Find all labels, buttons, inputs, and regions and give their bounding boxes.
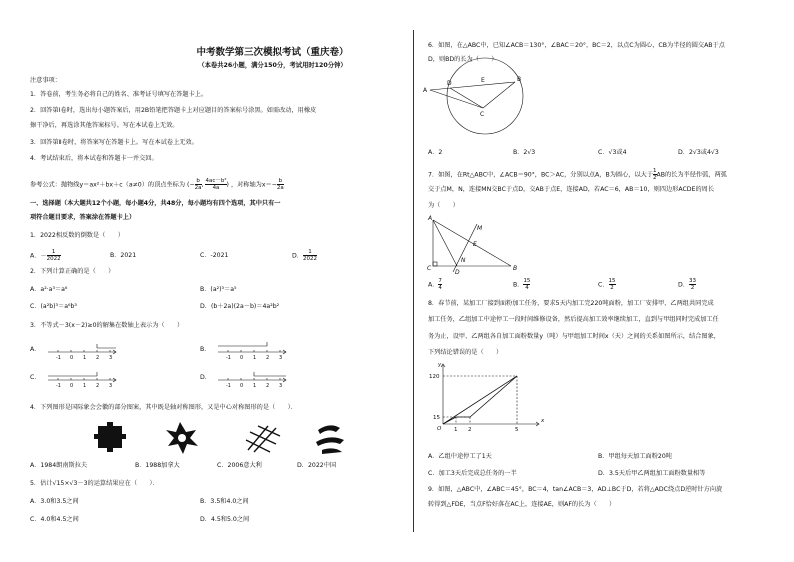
- svg-text:-1: -1: [56, 355, 61, 361]
- svg-text:0: 0: [70, 383, 74, 389]
- formula-frac-vx: $\frac{b}{2a}$: [194, 178, 202, 191]
- notes-item-3: 3．回答第Ⅱ卷时，将答案写在答题卡上。写在本试卷上无效。: [30, 139, 198, 146]
- svg-text:-1: -1: [56, 383, 61, 389]
- q2-option-a: A．a²·a³＝a⁶: [30, 286, 68, 293]
- svg-text:y: y: [438, 362, 442, 368]
- section-heading-line2: 项符合题目要求，答案涂在答题卡上）: [30, 214, 136, 221]
- notes-item-1: 1．答卷前，考生务必将自己的姓名、准考证号填写在答题卡上。: [30, 91, 208, 98]
- q6-line1: 6．如图，在△ABC中，已知∠ACB＝130°，∠BAC＝20°，BC＝2，以点C为圆心，CB为半径的圆交AB于点: [428, 42, 725, 49]
- q8-line2: 加工任务，乙组加工中途停工一段时间维修设备，然后提高加工效率继续加工，直到与甲组同时完成加工任: [428, 316, 719, 323]
- q8-option-c: C．加工3天后完成总任务的一半: [428, 470, 517, 477]
- svg-text:3: 3: [279, 383, 283, 389]
- emblem-1988-icon: [166, 422, 198, 454]
- q3-number-lines: [0, 0, 413, 400]
- q7-option-c: C． $\frac{15}{2}$: [598, 278, 616, 291]
- q4-option-b: B．1988加拿大: [135, 462, 180, 469]
- formula-axis-text: ，对称轴为x＝: [230, 181, 272, 189]
- notes-item-2: 2．回答第Ⅰ卷时，选出每小题答案后，用2B铅笔把答题卡上对应题目的答案标号涂黑。如需改动，用橡皮: [30, 107, 317, 114]
- notes-item-4: 4．考试结束后，将本试卷和答题卡一并交回。: [30, 155, 158, 162]
- svg-text:D: D: [455, 269, 460, 275]
- q5-option-c: C．4.0和4.5之间: [30, 516, 79, 523]
- svg-text:1: 1: [83, 355, 87, 361]
- q4-emblems: [0, 420, 413, 460]
- notes-item-2-cont: 擦干净后，再选涂其他答案标号。写在本试卷上无效。: [30, 122, 179, 129]
- emblem-2022-icon: [316, 425, 344, 454]
- q6-figure: [413, 50, 794, 145]
- q4-option-c: C．2006意大利: [217, 462, 262, 469]
- svg-text:3: 3: [109, 383, 113, 389]
- svg-text:-1: -1: [226, 383, 231, 389]
- emblem-2006-icon: [246, 426, 280, 452]
- q1-option-d: D． $\frac{1}{2022}$: [292, 249, 317, 262]
- q4-option-a: A．1984朗南斯拉夫: [30, 462, 88, 469]
- q3-option-a: A．: [30, 346, 41, 353]
- q5-option-a: A．3.0和3.5之间: [30, 498, 79, 505]
- svg-text:x: x: [541, 418, 545, 424]
- q7-line1: 7．如图，在Rt△ABC中，∠ACB＝90°，BC＞AC，分别以点A，B为圆心，以大于 $\frac{1}{2}$ AB的长为半径作弧，两弧: [428, 168, 727, 181]
- svg-text:E: E: [481, 77, 485, 84]
- svg-text:-1: -1: [226, 355, 231, 361]
- formula-frac-vy: $\frac{\text{4ac－b²}}{4a}$: [205, 178, 227, 191]
- q2-option-b: B．(a²)³＝a⁵: [200, 286, 237, 293]
- formula-text: 参考公式：抛物线y＝ax²＋bx＋c（a≠0）的顶点坐标为: [30, 181, 186, 189]
- q3-option-d: D．: [200, 374, 211, 381]
- svg-text:A: A: [428, 215, 433, 222]
- svg-text:B: B: [513, 265, 518, 272]
- q8-option-a: A．乙组中途停工了1天: [428, 453, 492, 460]
- q1-stem: 1．2022相反数的倒数是（ ）: [30, 232, 124, 239]
- q3-option-b: B．: [200, 346, 211, 353]
- q3-option-c: C．: [30, 374, 41, 381]
- svg-text:1: 1: [253, 383, 257, 389]
- q6-option-c: C．√3或4: [598, 149, 627, 156]
- svg-text:C: C: [480, 111, 485, 118]
- svg-text:C: C: [427, 265, 432, 272]
- q8-line4: 下列结论错误的是（ ）: [428, 349, 503, 356]
- svg-text:3: 3: [279, 355, 283, 361]
- svg-text:2: 2: [96, 383, 100, 389]
- q4-stem: 4．下列图形是国际象会会徽的部分图案，其中既是轴对称图形，又是中心对称图形的是（ ）．: [30, 404, 297, 411]
- q3-stem: 3．不等式－3(x－2)≥0的解集在数轴上表示为（ ）: [30, 322, 184, 329]
- svg-text:B: B: [517, 76, 522, 83]
- q2-option-c: C．(a²b)³＝a⁶b³: [30, 303, 77, 310]
- q8-option-d: D．3.5天后甲乙两组加工面粉数量相等: [598, 470, 706, 477]
- q6-option-b: B．2√3: [513, 149, 536, 156]
- formula-frac-axis: $\frac{b}{2a}$: [276, 178, 284, 191]
- q7-option-b: B． $\frac{15}{4}$: [513, 278, 531, 291]
- q9-line2: 转得到△FDE，当点F恰好落在AC上，连接AE，则AF的长为（ ）: [428, 501, 616, 508]
- svg-text:1: 1: [83, 383, 87, 389]
- q7-option-a: A． $\frac{7}{4}$: [428, 278, 442, 291]
- svg-text:0: 0: [240, 383, 244, 389]
- reference-formula: 参考公式：抛物线y＝ax²＋bx＋c（a≠0）的顶点坐标为 (− $\frac{b}{2a}$ , $\frac{\text{4ac－b²}}{4a}$ ) ，对称轴为x＝− $\frac{b}{2a}$: [30, 178, 284, 191]
- notes-heading: 注意事项：: [30, 77, 61, 84]
- q5-option-d: D．4.5和5.0之间: [200, 516, 250, 523]
- q8-line3: 务为止，设甲、乙两组各自加工面粉数量y（吨）与甲组加工时间x（天）之间的关系如图所示，结合图象，: [428, 333, 720, 340]
- svg-text:2: 2: [96, 355, 100, 361]
- q2-option-d: D．(b＋2a)(2a－b)＝4a²b²: [200, 303, 280, 310]
- svg-text:D: D: [447, 80, 452, 87]
- q1-option-c: C．-2021: [200, 252, 229, 259]
- svg-text:3: 3: [109, 355, 113, 361]
- svg-text:2: 2: [468, 427, 472, 433]
- q2-stem: 2．下列计算正确的是（ ）: [30, 268, 115, 275]
- q9-line1: 9．如图，△ABC中，∠ABC＝45°，BC＝4，tan∠ACB＝3，AD⊥BC于D，若将△ADC绕点D逆时针方向旋: [428, 486, 723, 493]
- q7-option-d: D． $\frac{33}{2}$: [678, 278, 696, 291]
- q5-stem: 5．估计√15×√3－3的运算结果应在（ ）．: [30, 480, 159, 487]
- svg-text:A: A: [423, 87, 428, 94]
- svg-text:M: M: [477, 225, 483, 232]
- q6-option-a: A．2: [428, 149, 443, 156]
- q7-line3: 为（ ）: [428, 202, 459, 209]
- q8-line1: 8．春节前，某加工厂接到面粉加工任务，要求5天内加工完220吨面粉，加工厂安排甲、乙两组共同完成: [428, 300, 714, 307]
- svg-text:2: 2: [266, 383, 270, 389]
- q1-option-b: B．2021: [110, 252, 137, 259]
- q8-graph: [413, 360, 794, 435]
- emblem-1984-icon: [94, 422, 126, 452]
- svg-text:120: 120: [429, 374, 440, 380]
- page-subtitle: （本卷共26小题，满分150分，考试用时120分钟）: [198, 62, 347, 69]
- q4-option-d: D．2022中国: [297, 462, 337, 469]
- svg-text:1: 1: [253, 355, 257, 361]
- svg-text:0: 0: [240, 355, 244, 361]
- q5-option-b: B．3.5和4.0之间: [200, 498, 249, 505]
- q6-line2: D，则BD的长为（ ）: [428, 56, 498, 63]
- svg-text:0: 0: [70, 355, 74, 361]
- svg-text:15: 15: [433, 415, 440, 421]
- q6-option-d: D．2√3或4√3: [678, 149, 719, 156]
- q1-option-a: A．－ $\frac{1}{2022}$: [30, 249, 61, 262]
- section-heading-line1: 一、选择题（本大题共12个小题，每小题4分，共48分，每小题均有四个选项，其中只有一: [30, 200, 281, 207]
- svg-text:5: 5: [515, 427, 519, 433]
- q8-option-b: B．甲组每天加工面粉20吨: [598, 453, 672, 460]
- page-title: 中考数学第三次模拟考试（重庆卷）: [196, 47, 349, 58]
- q7-figure: [413, 210, 794, 275]
- svg-text:N: N: [461, 257, 466, 264]
- svg-text:1: 1: [454, 427, 458, 433]
- svg-text:2: 2: [266, 355, 270, 361]
- svg-text:E: E: [473, 241, 477, 248]
- svg-text:O: O: [437, 426, 442, 432]
- q7-line2: 交于点M，N，连接MN交BC于点D，交AB于点E，连接AD，若AC＝6，AB＝10，则四边形ACDE的周长: [428, 186, 715, 193]
